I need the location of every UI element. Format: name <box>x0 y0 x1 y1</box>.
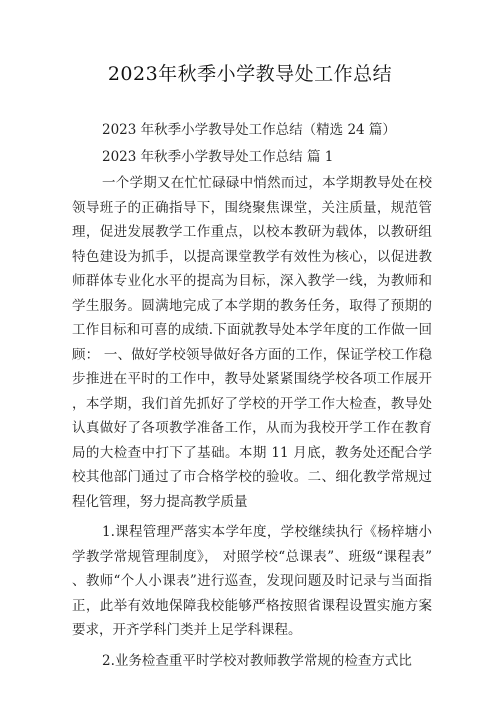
collection-subtitle: 2023 年秋季小学教导处工作总结（精选 24 篇） <box>102 122 396 138</box>
part-subtitle: 2023 年秋季小学教导处工作总结 篇 1 <box>102 148 334 165</box>
document-body <box>72 118 432 673</box>
paragraph-intro: 一个学期又在忙忙碌碌中悄然而过，本学期教导处在校领导班子的正确指导下，围绕聚焦课堂，关注质量，规范管理，促进发展教学工作重点，以校本教研为载体，以教研组特色建设为抓手，以提高课堂教学有效性为核心，以促进教师群体专业化水平的提高为目标，深入教学一线，为教师和学生服务。圆满地完成了本学期的教务任务，取得了预期的工作目标和可喜的成绩.下面就教导处本学年度的工作做一回顾： 一、做好学校领导做好各方面的工作，保证学校工作稳步推进在平时的工作中，教导处紧紧围绕学校各项工作展开，本学期，我们首先抓好了学校的开学工作大检查，教导处认真做好了各项教学准备工作，从而为我校开学工作在教育局的大检查中打下了基础。本期 11 月底，教务处还配合学校其他部门通过了市合格学校的验收。二、细化教学常规过程化管理，努力提高教学质量 <box>72 175 432 510</box>
paragraph-course-management: 1.课程管理严落实本学年度，学校继续执行《杨梓塘小学教学常规管理制度》， 对照学校“总课表”、班级“课程表”、教师“个人小课表”进行巡查，发现问题及时记录与当面指正，此举有效地保障我校能够严格按照省课程设置实施方案要求，开齐学科门类并上足学科课程。 <box>72 524 432 638</box>
paragraph-business-check: 2.业务检查重平时学校对教师教学常规的检查方式比 <box>102 652 412 669</box>
document-title: 2023年秋季小学教导处工作总结 <box>107 63 393 85</box>
